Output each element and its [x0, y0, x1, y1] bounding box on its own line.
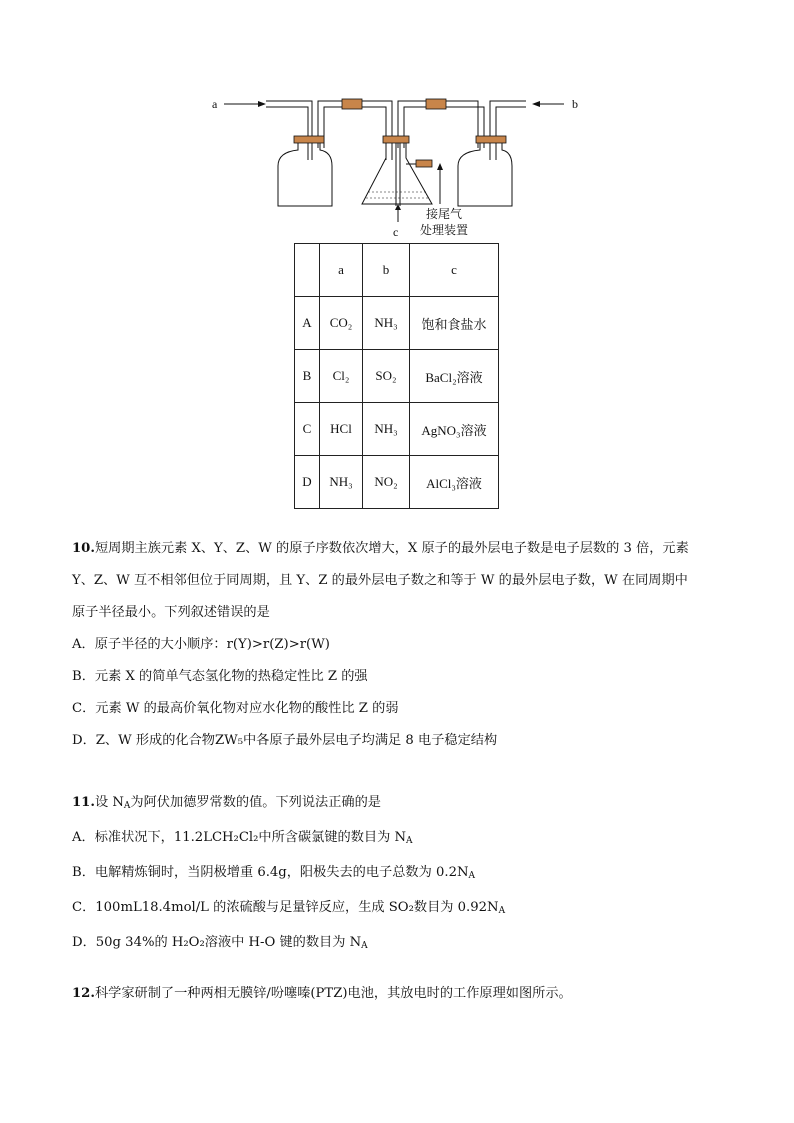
label-b: b — [572, 97, 578, 111]
table-row: A CO₂ NH₃ 饱和食盐水 — [295, 297, 499, 350]
q10-option-a: A．原子半径的大小顺序：r(Y)>r(Z)>r(W) — [72, 637, 330, 652]
question-11 — [72, 787, 505, 962]
table-header-row: a b c — [295, 244, 499, 297]
q10-stem-line3: 原子半径最小。下列叙述错误的是 — [72, 605, 270, 620]
rubber-connector-left — [342, 99, 362, 109]
question-10 — [72, 533, 689, 757]
q10-stem-line1: 10.短周期主族元素 X、Y、Z、W 的原子序数依次增大，X 原子的最外层电子数是电子层数的 3 倍，元素 — [72, 541, 689, 556]
q10-stem-line2: Y、Z、W 互不相邻但位于同周期，且 Y、Z 的最外层电子数之和等于 W 的最外层电子数，W 在同周期中 — [72, 573, 688, 588]
rubber-connector-right — [426, 99, 446, 109]
conical-flask — [362, 136, 432, 206]
q11-option-d: D．50g 34%的 H₂O₂溶液中 H-O 键的数目为 $N_A$ — [72, 935, 368, 951]
right-gas-bottle — [458, 136, 512, 206]
question-12 — [72, 978, 572, 1010]
q11-option-b: B．电解精炼铜时，当阴极增重 6.4g，阳极失去的电子总数为 $0.2N_A$ — [72, 865, 476, 881]
table-row: C HCl NH₃ AgNO₃溶液 — [295, 403, 499, 456]
q11-stem: 11.设 $N_A$为阿伏加德罗常数的值。下列说法正确的是 — [72, 795, 381, 811]
q10-option-c: C．元素 W 的最高价氧化物对应水化物的酸性比 Z 的弱 — [72, 701, 399, 716]
gas-apparatus-diagram — [200, 88, 600, 240]
label-a: a — [212, 97, 218, 111]
q10-option-b: B．元素 X 的简单气态氢化物的热稳定性比 Z 的强 — [72, 669, 368, 684]
table-row: D NH₃ NO₂ AlCl₃溶液 — [295, 456, 499, 509]
q12-stem: 12.科学家研制了一种两相无膜锌/吩噻嗪(PTZ)电池，其放电时的工作原理如图所示。 — [72, 986, 572, 1001]
tail-gas-label-2: 处理装置 — [420, 223, 469, 237]
reagent-table — [294, 243, 499, 509]
q11-option-c: C．100mL18.4mol/L 的浓硫酸与足量锌反应，生成 SO₂数目为 $0.92N_A$ — [72, 900, 506, 916]
label-c: c — [393, 225, 399, 239]
arrow-a-head — [258, 101, 266, 107]
q10-option-d: D．Z、W 形成的化合物ZW₅中各原子最外层电子均满足 8 电子稳定结构 — [72, 733, 498, 748]
table-row: B Cl₂ SO₂ BaCl₂溶液 — [295, 350, 499, 403]
tail-gas-label-1: 接尾气 — [426, 207, 463, 221]
arrow-b-head — [532, 101, 540, 107]
q11-option-a: A．标准状况下，11.2LCH₂Cl₂中所含碳氯键的数目为 $N_A$ — [72, 830, 413, 846]
